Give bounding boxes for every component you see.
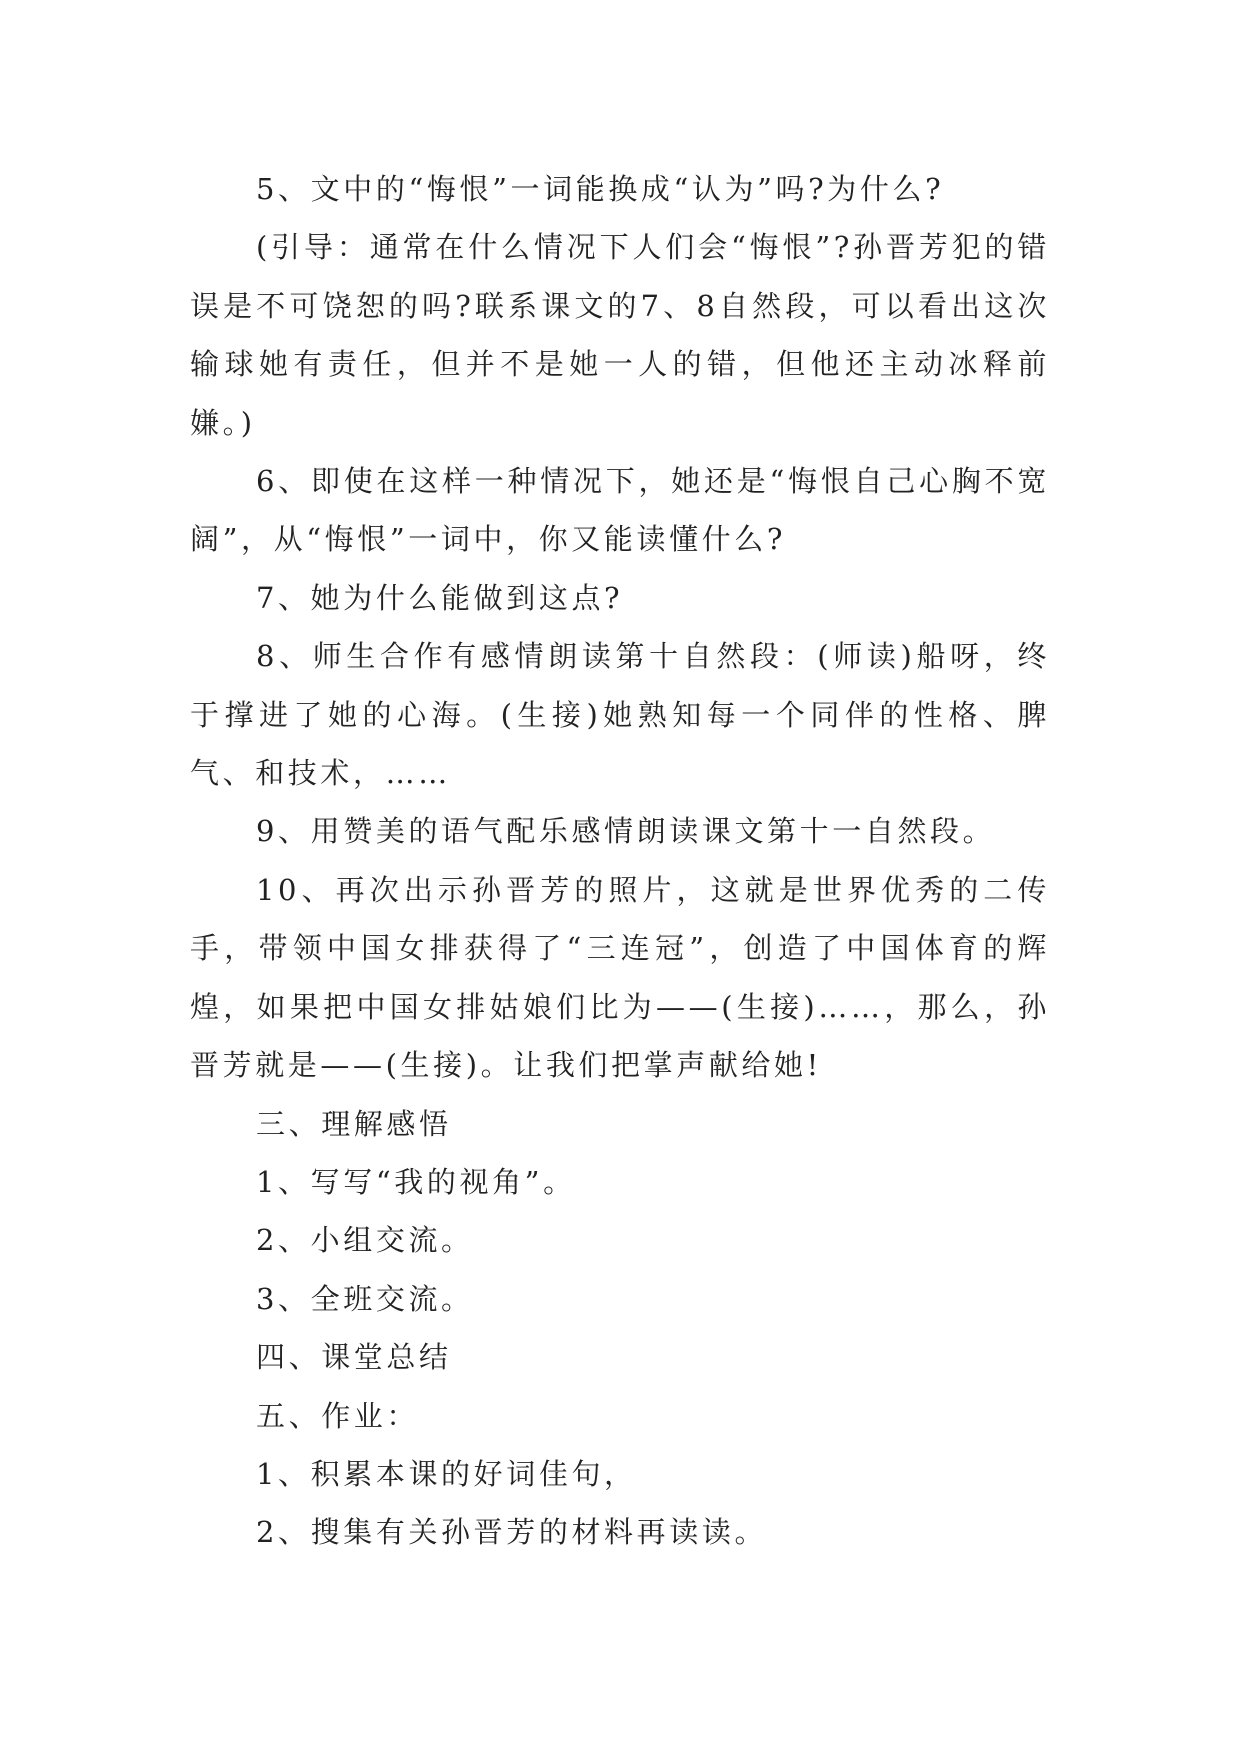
list-item-write: 1、写写“我的视角”。 bbox=[256, 1164, 576, 1199]
document-body bbox=[190, 160, 1050, 1562]
list-item-group: 2、小组交流。 bbox=[256, 1223, 474, 1258]
list-item-class: 3、全班交流。 bbox=[256, 1281, 474, 1316]
paragraph-step-10: 10、再次出示孙晋芳的照片，这就是世界优秀的二传手，带领中国女排获得了“三连冠”，创造了中国体育的辉煌，如果把中国女排姑娘们比为——(生接)……，那么，孙晋芳就是——(生接)。让我们把掌声献给她! bbox=[190, 872, 1050, 1083]
paragraph-question-6: 6、即使在这样一种情况下，她还是“悔恨自己心胸不宽阔”，从“悔恨”一词中，你又能读懂什么? bbox=[190, 464, 1050, 557]
paragraph-step-8: 8、师生合作有感情朗读第十自然段：(师读)船呀，终于撑进了她的心海。(生接)她熟知每一个同伴的性格、脾气、和技术，…… bbox=[190, 639, 1050, 791]
list-item-homework-2: 2、搜集有关孙晋芳的材料再读读。 bbox=[256, 1515, 768, 1550]
section-heading-understanding: 三、理解感悟 bbox=[256, 1106, 452, 1141]
section-heading-homework: 五、作业： bbox=[256, 1398, 420, 1433]
paragraph-step-9: 9、用赞美的语气配乐感情朗读课文第十一自然段。 bbox=[256, 814, 996, 849]
paragraph-question-5: 5、文中的“悔恨”一词能换成“认为”吗?为什么? bbox=[256, 172, 945, 206]
paragraph-question-7: 7、她为什么能做到这点? bbox=[256, 580, 624, 615]
paragraph-guidance: (引导：通常在什么情况下人们会“悔恨”?孙晋芳犯的错误是不可饶恕的吗?联系课文的7、8自然段，可以看出这次输球她有责任，但并不是她一人的错，但他还主动冰释前嫌。) bbox=[190, 230, 1050, 440]
section-heading-summary: 四、课堂总结 bbox=[256, 1340, 452, 1375]
list-item-homework-1: 1、积累本课的好词佳句， bbox=[256, 1456, 637, 1491]
